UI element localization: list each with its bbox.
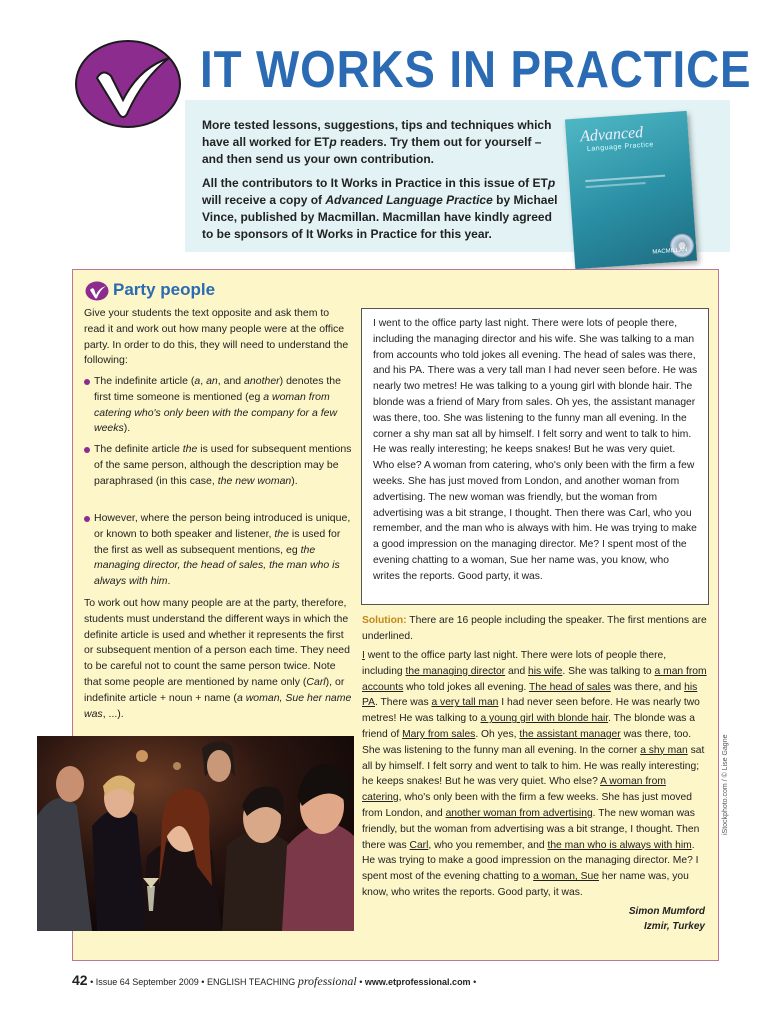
book-subtitle: Language Practice <box>586 141 655 153</box>
answer-segment: , who you remember, and <box>428 839 548 851</box>
it-works-logo-icon <box>73 38 183 130</box>
contributors-paragraph: All the contributors to It Works in Practice in this issue of ETp will receive a copy of Advanced Language Practice by Michael Vince, published by Macmillan. Macmillan have kindly agreed to be sponsors of It Works in Practice for this year. <box>202 176 558 241</box>
footer-website: www.etprofessional.com <box>364 977 471 987</box>
answer-segment: her name was, you know, who writes the reports. Good party, it was. <box>362 871 689 898</box>
footer-issue: • Issue 64 September 2009 • ENGLISH TEACHING <box>87 977 298 987</box>
article-title: Party people <box>113 280 216 299</box>
answer-segment: . She was talking to <box>562 665 655 677</box>
list-item: However, where the person being introduced is unique, or known to both speaker and listener, the is used for the first as well as subsequent mentions, eg the managing director, the head of sales, the man who is always with him. <box>84 511 354 590</box>
list-item: The definite article the is used for subsequent mentions of the same person, although the description may be paraphrased (in this case, the new woman). <box>84 442 354 489</box>
page-number: 42 <box>72 972 88 988</box>
story-text: I went to the office party last night. There were lots of people there, including the managing director and his wife. She was talking to a man from accounts who told jokes all evening. The head of sales was there, and his PA. There was a very tall man I had never seen before. He was nearly two metres! He was talking to a young girl with blonde hair. The blonde was a friend of Mary from sales. Oh yes, the assistant manager was there, too. She was listening to the funny man all evening. In the corner a shy man sat all by himself. I felt sorry and went to talk to him. He was really interesting; he keeps snakes! But he was very quiet. Who else? A woman from catering, who's only been with the firm a few weeks. She has just moved from London, and another woman from advertising. The new woman was friendly, but the woman from advertising was a bit strange, I thought. Then there was Carl, who you remember, and the man who is always with him. He was trying to make a good impression on the managing director. Me? I spent most of the evening chatting to a woman, Sue her name was, you know, who writes the reports. Good party, it was. <box>373 318 698 582</box>
answer-segment: sat all by himself. I felt sorry and went to talk to him. He was really interesting; he keeps snakes! But he was very quiet. Who else? <box>362 744 705 788</box>
answer-segment: , who's only been with the firm a few weeks. She has just moved from London, and <box>362 792 692 819</box>
author-credit <box>560 904 705 934</box>
first-mention: Mary from sales <box>402 728 476 740</box>
first-mention: the managing director <box>405 665 506 677</box>
solution-paragraph <box>362 613 708 645</box>
book-brand: MACMILLAN <box>652 247 688 256</box>
footer-separator: • <box>356 977 365 987</box>
answer-segment: . The new woman was friendly, but the woman from advertising was a bit strange, I thought. Then there was <box>362 807 700 851</box>
first-mention: Carl <box>409 839 429 851</box>
first-mention: the man who is always with him <box>547 839 692 851</box>
first-mention: his wife <box>528 665 563 677</box>
answer-segment: who told jokes all evening. <box>403 681 529 693</box>
answer-segment: . He was trying to make a good impression on the managing director. Me? I spent most of the evening chatting to <box>362 839 699 883</box>
party-photo <box>37 736 354 931</box>
book-cover-image <box>565 111 697 269</box>
solution-text: There are 16 people including the speaker. The first mentions are underlined. <box>362 615 707 642</box>
answer-segment: was there, too. She was listening to the funny man all evening. In the corner <box>362 728 692 756</box>
cd-icon <box>669 233 695 259</box>
footer-end: • <box>470 977 477 987</box>
bullet-icon <box>84 379 90 385</box>
answer-segment: . The blonde was a friend of <box>362 713 695 740</box>
first-mention: A woman from catering <box>362 776 666 804</box>
book-decoration <box>586 182 646 188</box>
answer-segment: . There was <box>374 697 432 709</box>
first-mention: a shy man <box>640 744 688 756</box>
bullet-icon <box>84 447 90 453</box>
answer-segment: . Oh yes, <box>475 728 520 740</box>
footer-brand: professional <box>297 974 357 988</box>
first-mention: a woman, Sue <box>533 871 599 883</box>
article-intro: Give your students the text opposite and ask them to read it and work out how many people were at the office party. In order to do this, they will need to understand the following: <box>84 307 349 367</box>
page-footer <box>72 972 476 989</box>
first-mention: The head of sales <box>528 681 611 693</box>
first-mention: a very tall man <box>431 697 499 709</box>
first-mention: his PA <box>362 681 698 709</box>
first-mention: the assistant manager <box>519 728 621 740</box>
first-mention: a man from accounts <box>362 665 707 693</box>
tick-logo-icon <box>85 281 109 301</box>
answer-text <box>362 648 708 901</box>
first-mention: another woman from advertising <box>445 807 593 819</box>
intro-paragraph: More tested lessons, suggestions, tips and techniques which have all worked for ETp readers. Try them out for yourself – and then send us your own contribution. <box>202 118 552 166</box>
bullet-icon <box>84 516 90 522</box>
answer-segment: was there, and <box>610 681 685 693</box>
answer-segment: I had never seen before. He was nearly two metres! He was talking to <box>362 697 700 725</box>
first-mention: a young girl with blonde hair <box>480 713 609 725</box>
book-decoration <box>585 175 665 183</box>
author-name: Simon Mumford <box>628 906 705 917</box>
author-place: Izmir, Turkey <box>644 921 705 932</box>
answer-segment: went to the office party last night. There were lots of people there, including <box>362 650 667 677</box>
answer-segment: and <box>505 665 529 677</box>
solution-label: Solution: <box>362 615 407 626</box>
article-closing: To work out how many people are at the party, therefore, students must understand the different ways in which the definite article is used and whether it represents the first or subsequent mention of a person each time. They need to be careful not to count the same person twice. Note that some people are mentioned by name only (Carl), or indefinite article + noun + name (a woman, Sue her name was, ...). <box>84 597 352 720</box>
book-title: Advanced <box>579 124 644 146</box>
list-item: The indefinite article (a, an, and another) denotes the first time someone is mentioned (eg a woman from catering who's only been with the company for a few weeks). <box>84 374 354 437</box>
photo-credit: iStockphoto.com / © Lise Gagne <box>722 734 729 835</box>
page-title: IT WORKS IN PRACTICE <box>200 41 752 99</box>
first-mention: I <box>362 650 365 661</box>
